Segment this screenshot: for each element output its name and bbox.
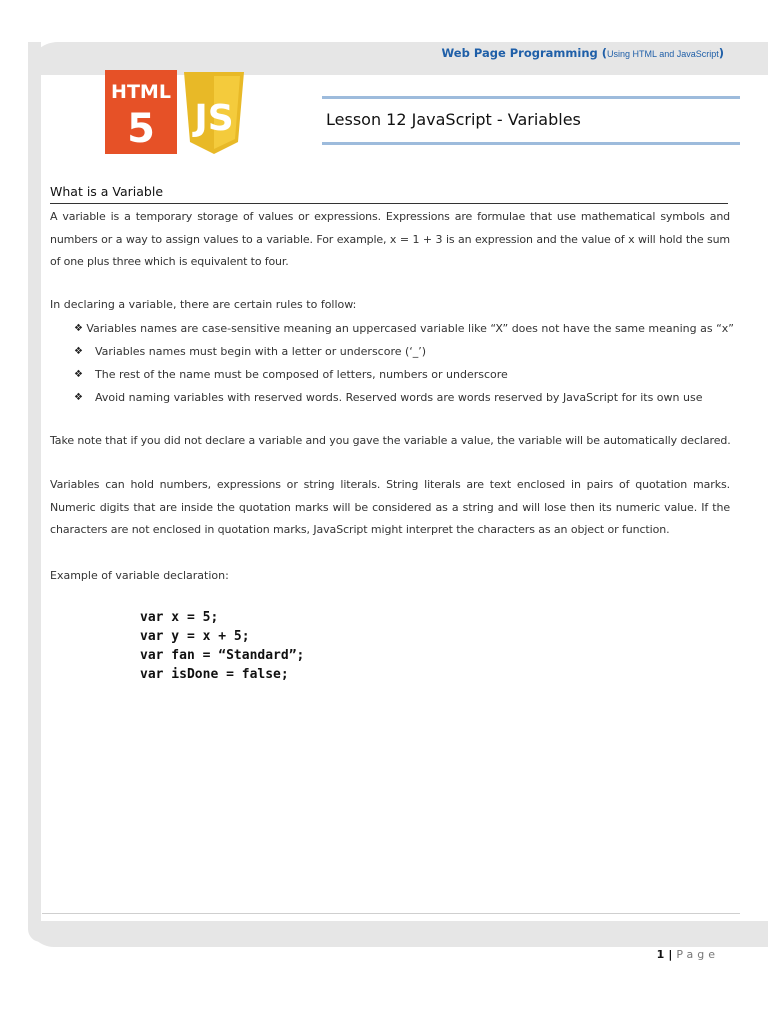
html5-logo [105,70,177,154]
section-heading: What is a Variable [50,184,728,204]
page-footer [657,948,719,961]
lesson-title: Lesson 12 JavaScript - Variables [326,110,581,129]
html5-logo-label: HTML [111,81,171,103]
diamond-bullet-icon: ❖ [74,392,83,403]
title-rule-bottom [322,142,740,145]
list-item-text: Variables names must begin with a letter or underscore (‘_’) [95,345,427,358]
code-line: var x = 5; [140,610,219,625]
course-subtitle: Using HTML and JavaScript [607,49,719,59]
list-item-text: The rest of the name must be composed of letters, numbers or underscore [95,368,508,381]
list-item [74,363,734,386]
page-label: Page [676,948,719,961]
paragraph-auto-declare: Take note that if you did not declare a variable and you gave the variable a value, the variable will be automatically declared. [50,434,731,447]
code-line: var fan = “Standard”; [140,648,305,663]
paragraph-definition: A variable is a temporary storage of values or expressions. Expressions are formulae that use mathematical symbols and numbers or a way to assign values to a variable. For example, x = 1 + 3 is an expression and the value of x will hold the sum of one plus three which is equivalent to four. [50,210,730,268]
title-rule-top [322,96,740,99]
list-item-text: Avoid naming variables with reserved words. Reserved words are words reserved by JavaScript for its own use [95,391,703,404]
code-line: var isDone = false; [140,667,289,682]
diamond-bullet-icon: ❖ [74,323,83,334]
page-frame-left [28,42,41,942]
rules-list [74,317,734,409]
paragraph-string-literals: Variables can hold numbers, expressions or string literals. String literals are text enclosed in pairs of quotation marks. Numeric digits that are inside the quotation marks will be considered as a string and will lose then its numeric value. If the characters are not enclosed in quotation marks, JavaScript might interpret the characters as an object or function. [50,478,730,536]
diamond-bullet-icon: ❖ [74,369,83,380]
paragraph-example-intro: Example of variable declaration: [50,569,229,582]
code-line: var y = x + 5; [140,629,250,644]
javascript-logo [178,72,250,154]
page-number: 1 [656,948,665,961]
page-frame-bottom [28,921,768,947]
list-item [74,317,734,340]
footer-divider [42,913,740,914]
html5-logo-number: 5 [127,106,155,152]
list-item-text: Variables names are case-sensitive meaning an uppercased variable like “X” does not have the same meaning as “x” [86,322,734,335]
page-separator: | [668,948,673,961]
list-item [74,340,734,363]
javascript-logo-label: JS [194,98,234,139]
code-example [140,608,304,684]
list-item [74,386,734,409]
course-title-text: Web Page Programming [441,46,598,60]
diamond-bullet-icon: ❖ [74,346,83,357]
course-title: Web Page Programming (Using HTML and JavaScript) [441,46,724,60]
paragraph-rules-intro: In declaring a variable, there are certain rules to follow: [50,298,357,311]
